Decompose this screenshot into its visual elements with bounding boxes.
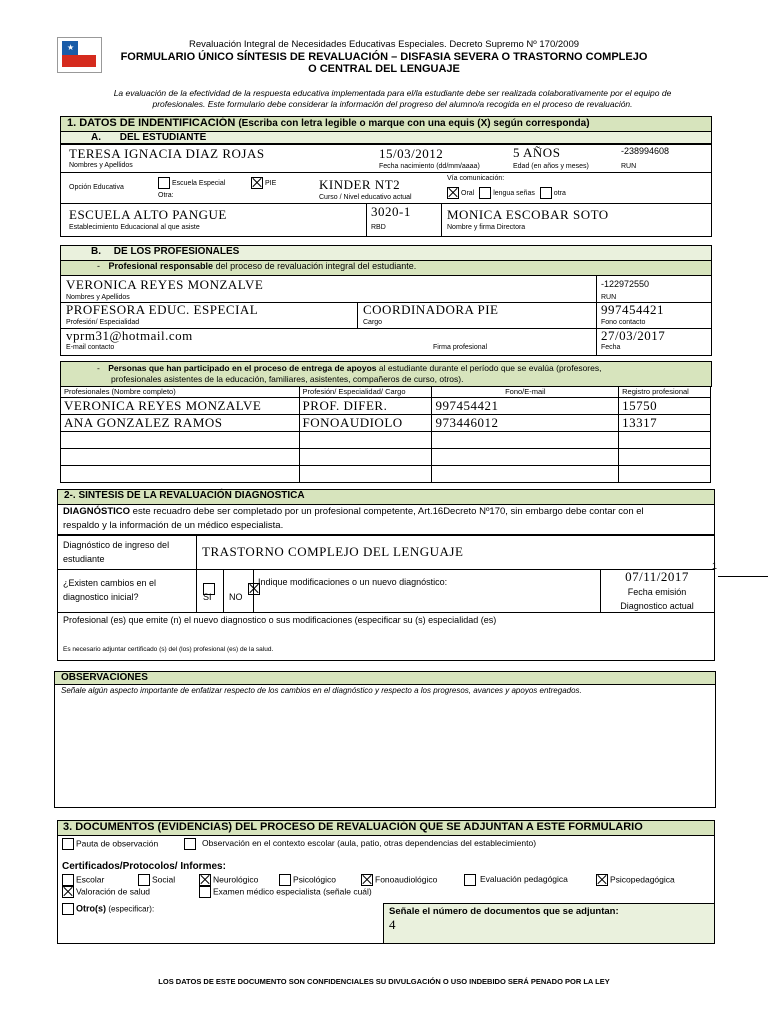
otros-item[interactable] <box>62 903 154 915</box>
neuro-item[interactable] <box>199 874 258 886</box>
part-line2: profesionales asistentes de la educación, familiares, asistentes, compañeros de curso, otros). <box>111 374 464 384</box>
observations-title: OBSERVACIONES <box>61 672 148 683</box>
psicoped-item[interactable] <box>596 874 675 886</box>
sub-b-letter: B. <box>91 246 101 257</box>
cell <box>432 449 619 466</box>
cell <box>619 432 711 449</box>
checkbox-valoracion-salud[interactable] <box>62 886 74 898</box>
cell <box>61 432 300 449</box>
table-row <box>61 432 711 449</box>
student-dob-label: Fecha nacimiento (dd/mm/aaaa) <box>379 163 480 170</box>
opt-pie-label: PIE <box>265 179 277 187</box>
sub-a-letter: A. <box>91 132 101 143</box>
col-header-registry: Registro profesional <box>619 387 711 398</box>
col-header-name: Profesionales (Nombre completo) <box>61 387 300 398</box>
health-cert-note: Es necesario adjuntar certificado (s) del (los) profesional (es) de la salud. <box>63 646 274 653</box>
comm-oral-label: Oral <box>461 189 475 197</box>
part-dash: - <box>97 363 100 373</box>
cell: 973446012 <box>432 415 619 432</box>
ingreso-label: Diagnóstico de ingreso del estudiante <box>63 540 170 564</box>
form-title: FORMULARIO ÚNICO SÍNTESIS DE REVALUACIÓN – DISFASIA SEVERA O TRASTORNO COMPLEJO <box>120 51 648 63</box>
opt-pie[interactable] <box>251 177 276 189</box>
checkbox-pauta[interactable] <box>62 838 74 850</box>
evalped-item[interactable] <box>464 874 568 886</box>
emision-label2: Diagnostico actual <box>620 601 694 611</box>
checkbox-escolar[interactable] <box>62 874 74 886</box>
observations-box[interactable] <box>54 684 716 808</box>
student-dob: 15/03/2012 <box>379 146 444 161</box>
checkbox-lengua-senas[interactable] <box>479 187 491 199</box>
checkbox-examen-medico[interactable] <box>199 886 211 898</box>
col-header-phone: Fono/E-mail <box>432 387 619 398</box>
checkbox-fonoaudiologico[interactable] <box>361 874 373 886</box>
participants-header <box>60 361 712 387</box>
cert-title: Certificados/Protocolos/ Informes: <box>62 861 226 872</box>
cell <box>619 466 711 483</box>
cell: 997454421 <box>432 398 619 415</box>
psicoped-label: Psicopedagógica <box>610 874 675 885</box>
option-label: Opción Educativa <box>69 184 124 191</box>
resp-bold: Profesional responsable <box>108 261 214 271</box>
prof-profession: PROFESORA EDUC. ESPECIAL <box>66 302 259 317</box>
section2-title: 2-. SINTESIS DE LA REVALUACIÓN DIAGNOSTICA <box>64 490 305 501</box>
margin-line <box>718 576 768 577</box>
modif-label: Indique modificaciones o un nuevo diagnóstico: <box>258 577 448 587</box>
checkbox-social[interactable] <box>138 874 150 886</box>
psico-item[interactable] <box>279 874 336 886</box>
cell <box>299 466 432 483</box>
prof-date: 27/03/2017 <box>601 328 666 343</box>
diagnosis-block <box>57 534 718 661</box>
diag-text1: este recuadro debe ser completado por un profesional competente, Art.16Decreto Nº170, sin embargo debe contar con el <box>130 506 644 517</box>
obs-ctx-label: Observación en el contexto escolar (aula, patio, otras dependencias del establecimiento) <box>202 838 537 849</box>
student-age-label: Edad (en años y meses) <box>513 163 589 170</box>
checkbox-otra[interactable] <box>540 187 552 199</box>
margin-mark: 1 <box>712 561 718 571</box>
header-line1: Revaluación Integral de Necesidades Educativas Especiales. Decreto Supremo Nº 170/2009 <box>188 39 580 50</box>
cell <box>432 466 619 483</box>
course-label: Curso / Nivel educativo actual <box>319 194 412 201</box>
comm-other-label: otra <box>553 189 566 197</box>
cell <box>299 432 432 449</box>
cell: FONOAUDIOLO <box>299 415 432 432</box>
ndocs-value: 4 <box>389 917 396 932</box>
section1-title: 1. DATOS DE INDENTIFICACIÓN <box>67 117 236 129</box>
prof-emite: Profesional (es) que emite (n) el nuevo diagnostico o sus modificaciones (especificar su (s) especialidad (es) <box>63 615 497 625</box>
examen-item[interactable] <box>199 886 372 898</box>
fono-label: Fonoaudiológico <box>375 874 438 885</box>
school-name: ESCUELA ALTO PANGUE <box>69 207 227 222</box>
prof-cargo-label: Cargo <box>363 319 383 326</box>
prof-email: vprm31@hotmail.com <box>66 328 193 343</box>
participants-table <box>60 386 711 483</box>
escolar-label: Escolar <box>76 874 105 885</box>
professional-block <box>60 275 712 356</box>
opt-special-label: Escuela Especial <box>172 179 226 187</box>
section1-header <box>60 116 712 132</box>
comm-options <box>447 187 566 199</box>
checkbox-psicologico[interactable] <box>279 874 291 886</box>
emision-date: 07/11/2017 <box>625 569 689 584</box>
prof-run-label: RUN <box>601 294 617 301</box>
table-row <box>61 398 711 415</box>
neuro-label: Neurológico <box>213 874 259 885</box>
social-label: Social <box>152 874 176 885</box>
part-bold: Personas que han participado en el proceso de entrega de apoyos <box>108 363 377 373</box>
valsalud-label: Valoración de salud <box>76 886 151 897</box>
student-block <box>60 143 712 237</box>
prof-phone: 997454421 <box>601 302 664 317</box>
student-name: TERESA IGNACIA DIAZ ROJAS <box>69 146 265 161</box>
emision-label1: Fecha emisión <box>627 587 687 597</box>
prof-phone-label: Fono contacto <box>601 319 646 326</box>
prof-name-label: Nombres y Apellidos <box>66 294 130 301</box>
comm-sign-label: lengua señas <box>493 189 535 197</box>
intro-line2: profesionales. Este formulario debe considerar la información del progreso del alumno/a recogida en el proceso de revaluación. <box>152 99 633 109</box>
checkbox-neurologico[interactable] <box>199 874 211 886</box>
no-label: NO <box>229 592 243 602</box>
student-run: -238994608 <box>621 146 670 156</box>
cell: 13317 <box>619 415 711 432</box>
escolar-item[interactable] <box>62 874 104 886</box>
ingreso-value: TRASTORNO COMPLEJO DEL LENGUAJE <box>202 544 464 559</box>
diag-text2: respaldo y la información de un médico especialista. <box>63 520 284 531</box>
course-value: KINDER NT2 <box>319 177 401 192</box>
sub-a-label: DEL ESTUDIANTE <box>119 132 207 143</box>
prof-profession-label: Profesión/ Especialidad <box>66 319 140 326</box>
checkbox-pie[interactable] <box>251 177 263 189</box>
section3-title: 3. DOCUMENTOS (EVIDENCIAS) DEL PROCESO DE REVALUACIÓN QUE SE ADJUNTAN A ESTE FORMULARIO <box>63 821 643 833</box>
diagnosis-note <box>57 504 715 536</box>
pauta-item[interactable] <box>62 838 158 850</box>
documents-block <box>57 835 715 944</box>
resp-dash: - <box>97 261 100 271</box>
firma-label: Firma profesional <box>433 344 488 351</box>
observations-header <box>54 671 716 685</box>
social-item[interactable] <box>138 874 175 886</box>
ministry-logo: ★ <box>57 37 102 73</box>
section2-header <box>57 489 715 505</box>
cell <box>61 449 300 466</box>
subsection-b <box>60 245 712 261</box>
checkbox-otros[interactable] <box>62 903 74 915</box>
part-rest: al estudiante durante el período que se evalúa (profesores, <box>378 363 602 373</box>
director-label: Nombre y firma Directora <box>447 224 526 231</box>
form-title-line2: O CENTRAL DEL LENGUAJE <box>308 63 460 75</box>
comm-label: Vía comunicación: <box>447 175 505 182</box>
psico-label: Psicológico <box>293 874 336 885</box>
si-label: SI <box>203 592 212 602</box>
changes-label: ¿Existen cambios en el diagnostico inicial? <box>63 578 157 602</box>
cell: PROF. DIFER. <box>299 398 432 415</box>
table-row <box>61 415 711 432</box>
director-name: MONICA ESCOBAR SOTO <box>447 207 609 222</box>
obs-ctx-item[interactable] <box>184 838 536 850</box>
student-name-label: Nombres y Apellidos <box>69 162 133 169</box>
checkbox-evaluacion-pedagogica[interactable] <box>464 874 476 886</box>
checkbox-obs-ctx[interactable] <box>184 838 196 850</box>
examen-label: Examen médico especialista (señale cuál) <box>213 886 372 897</box>
prof-name: VERONICA REYES MONZALVE <box>66 277 264 292</box>
rbd-value: 3020-1 <box>371 204 411 219</box>
responsible-header <box>60 260 712 276</box>
otros-label: Otro(s) <box>76 903 106 914</box>
fono-item[interactable] <box>361 874 437 886</box>
student-age: 5 AÑOS <box>513 145 561 160</box>
otros-spec: (especificar): <box>108 904 155 914</box>
checkbox-psicopedagogica[interactable] <box>596 874 608 886</box>
opt-other: Otra: <box>158 192 174 199</box>
opt-special[interactable] <box>158 177 225 189</box>
cell <box>432 432 619 449</box>
checkbox-oral[interactable] <box>447 187 459 199</box>
resp-rest: del proceso de revaluación integral del estudiante. <box>215 261 417 271</box>
ndocs-box[interactable] <box>383 903 714 943</box>
confidentiality-footer: LOS DATOS DE ESTE DOCUMENTO SON CONFIDENCIALES SU DIVULGACIÓN O USO INDEBIDO SERÁ PENADO POR LA LEY <box>158 977 610 986</box>
col-header-profession: Profesión/ Especialidad/ Cargo <box>299 387 432 398</box>
diag-bold: DIAGNÓSTICO <box>63 506 131 517</box>
school-label: Establecimiento Educacional al que asiste <box>69 224 200 231</box>
rbd-label: RBD <box>371 224 386 231</box>
prof-run: -122972550 <box>601 279 650 289</box>
cell: VERONICA REYES MONZALVE <box>61 398 300 415</box>
intro-line1: La evaluación de la efectividad de la respuesta educativa implementada para el/la estudiante debe ser realizada colaborativamente por el equipo de <box>113 88 672 98</box>
section1-note: (Escriba con letra legible o marque con una equis (X) según corresponda) <box>238 118 590 129</box>
prof-cargo: COORDINADORA PIE <box>363 302 499 317</box>
cell: 15750 <box>619 398 711 415</box>
evalped-label: Evaluación pedagógica <box>480 874 568 885</box>
table-row <box>61 466 711 483</box>
observations-hint: Señale algún aspecto importante de enfatizar respecto de los cambios en el diagnóstico y respecto a los progresos, avances y apoyos entregados. <box>61 686 582 695</box>
cell <box>619 449 711 466</box>
cell: ANA GONZALEZ RAMOS <box>61 415 300 432</box>
sub-b-label: DE LOS PROFESIONALES <box>113 246 240 257</box>
ndocs-label: Señale el número de documentos que se adjuntan: <box>389 906 619 917</box>
table-header-row <box>61 387 711 398</box>
pauta-label: Pauta de observación <box>76 838 159 849</box>
checkbox-escuela-especial[interactable] <box>158 177 170 189</box>
student-run-label: RUN <box>621 163 637 170</box>
table-row <box>61 449 711 466</box>
prof-date-label: Fecha <box>601 344 621 351</box>
cell <box>299 449 432 466</box>
valsalud-item[interactable] <box>62 886 150 898</box>
section3-header <box>57 820 715 836</box>
cell <box>61 466 300 483</box>
prof-email-label: E-mail contacto <box>66 344 115 351</box>
